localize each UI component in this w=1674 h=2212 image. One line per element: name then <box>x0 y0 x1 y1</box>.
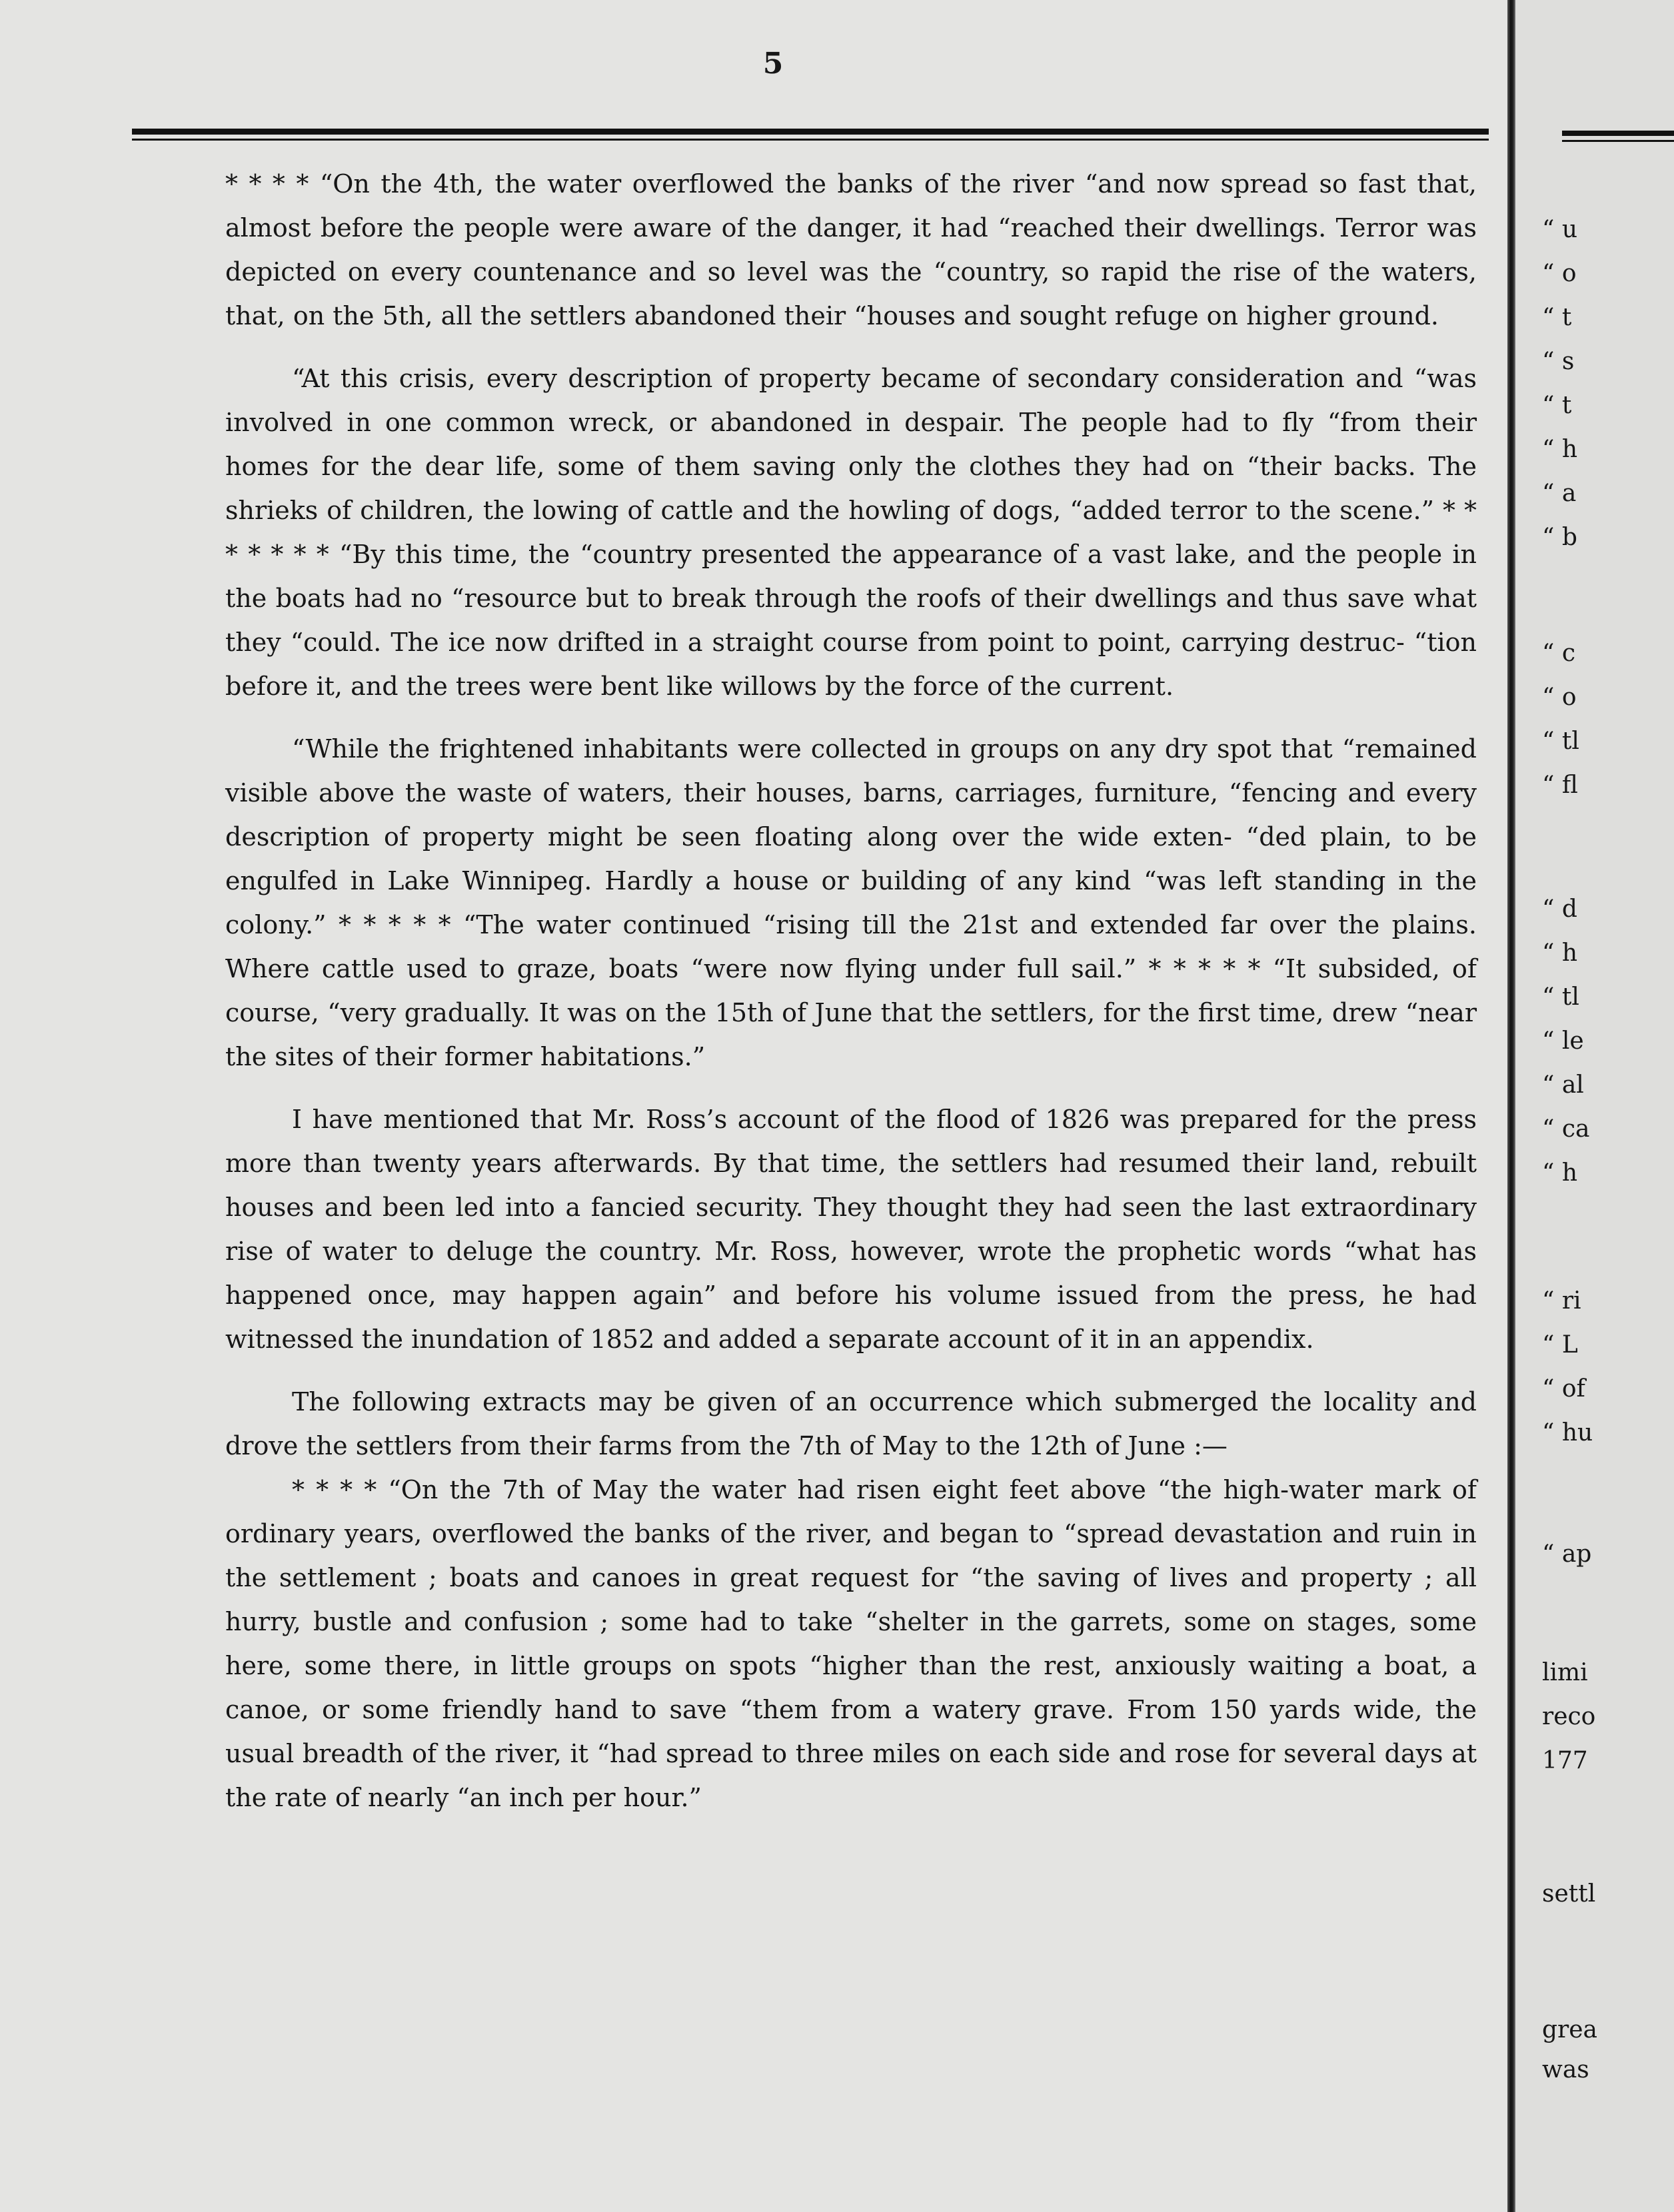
paragraph-3: “While the frightened inhabitants were collected in groups on any dry spot that “remained visible above the waste of waters, their houses, barns, carriages, furniture, “fencing and every description of property might be seen floating along over the wide exten- “ded plain, to be engulfed in Lake Winnipeg. Hardly a house or building of any kind “was left standing in the colony.” * * * * * “The water continued “rising till the 21st and extended far over the plains. Where cattle used to graze, boats “were now flying under full sail.” * * * * * “It subsided, of course, “very gradually. It was on the 15th of June that the settlers, for the first time, drew “near the sites of their former habitations.” <box>225 734 1477 1071</box>
adjacent-fragment: “ h <box>1542 436 1578 463</box>
paragraph-1: * * * * “On the 4th, the water overflowed the banks of the river “and now spread so fast that, almost before the people were aware of the danger, it had “reached their dwellings. Terror was depicted on every countenance and so level was the “country, so rapid the rise of the waters, that, on the 5th, all the settlers abandoned their “houses and sought refuge on higher ground. <box>225 169 1477 330</box>
paragraph-6: * * * * “On the 7th of May the water had risen eight feet above “the high-water mark of ordinary years, overflowed the banks of the river, and began to “spread devastation and ruin in the settlement ; boats and canoes in great request for “the saving of lives and property ; all hurry, bustle and confusion ; some had to take “shelter in the garrets, some on stages, some here, some there, in little groups on spots “higher than the rest, anxiously waiting a boat, a canoe, or some friendly hand to save “them from a watery grave. From 150 yards wide, the usual breadth of the river, it “had spread to three miles on each side and rose for several days at the rate of nearly “an inch per hour.” <box>225 1475 1477 1812</box>
adjacent-fragment: “ ca <box>1542 1115 1590 1143</box>
paragraph-4: I have mentioned that Mr. Ross’s account of the flood of 1826 was prepared for the press more than twenty years afterwards. By that time, the settlers had resumed their land, rebuilt houses and been led into a fancied security. They thought they had seen the last extraordinary rise of water to deluge the country. Mr. Ross, however, wrote the prophetic words “what has happened once, may happen again” and before his volume issued from the press, he had witnessed the inundation of 1852 and added a separate account of it in an appendix. <box>225 1105 1477 1354</box>
adjacent-fragment: “ t <box>1542 304 1572 331</box>
adjacent-fragment: “ hu <box>1542 1419 1593 1446</box>
adjacent-fragment: grea <box>1542 2016 1598 2043</box>
adjacent-fragment: “ t <box>1542 392 1572 419</box>
adjacent-fragment: “ d <box>1542 895 1577 923</box>
adjacent-fragment: reco <box>1542 1703 1596 1730</box>
adjacent-fragment: was <box>1542 2056 1589 2083</box>
paragraph-2: “At this crisis, every description of property became of secondary consideration and “was involved in one common wreck, or abandoned in despair. The people had to fly “from their homes for the dear life, some of them saving only the clothes they had on “their backs. The shrieks of children, the lowing of cattle and the howling of dogs, “added terror to the scene.” * * * * * * * “By this time, the “country presented the appearance of a vast lake, and the people in the boats had no “resource but to break through the roofs of their dwellings and thus save what they “could. The ice now drifted in a straight course from point to point, carrying destruc- “tion before it, and the trees were bent like willows by the force of the current. <box>225 364 1477 701</box>
adjacent-fragment: “ L <box>1542 1331 1578 1359</box>
adjacent-fragment: “ le <box>1542 1027 1584 1055</box>
header-rule-light <box>132 139 1489 141</box>
body-text <box>225 162 1477 1820</box>
adjacent-fragment: “ u <box>1542 216 1578 243</box>
adjacent-fragment: limi <box>1542 1659 1588 1686</box>
paragraph-5: The following extracts may be given of an occurrence which submerged the locality and drove the settlers from their farms from the 7th of May to the 12th of June :— <box>225 1387 1477 1460</box>
adjacent-fragment: settl <box>1542 1880 1596 1908</box>
adjacent-fragment: “ fl <box>1542 772 1578 799</box>
adjacent-fragment: “ s <box>1542 348 1575 375</box>
page-gutter <box>1507 0 1515 2212</box>
adjacent-fragment: 177 <box>1542 1747 1588 1774</box>
adjacent-fragment: “ a <box>1542 480 1577 507</box>
adjacent-fragment: “ o <box>1542 684 1577 711</box>
adjacent-fragment: “ c <box>1542 640 1576 667</box>
adjacent-fragment: “ ri <box>1542 1287 1581 1315</box>
adjacent-fragment: “ tl <box>1542 728 1579 755</box>
adjacent-fragment: “ tl <box>1542 983 1579 1011</box>
adjacent-fragment: “ h <box>1542 1159 1578 1187</box>
adjacent-fragment: “ al <box>1542 1071 1584 1099</box>
adjacent-fragment: “ of <box>1542 1375 1585 1402</box>
header-rule-heavy <box>132 129 1489 135</box>
adjacent-page-edge <box>1515 0 1674 2212</box>
adjacent-fragment: “ o <box>1542 260 1577 287</box>
adjacent-fragment: “ b <box>1542 524 1577 551</box>
adjacent-fragment: “ ap <box>1542 1540 1592 1568</box>
page-number: 5 <box>762 47 784 81</box>
adjacent-fragment: “ h <box>1542 939 1578 967</box>
adjacent-header-rule-light <box>1562 140 1674 142</box>
adjacent-header-rule-heavy <box>1562 131 1674 136</box>
